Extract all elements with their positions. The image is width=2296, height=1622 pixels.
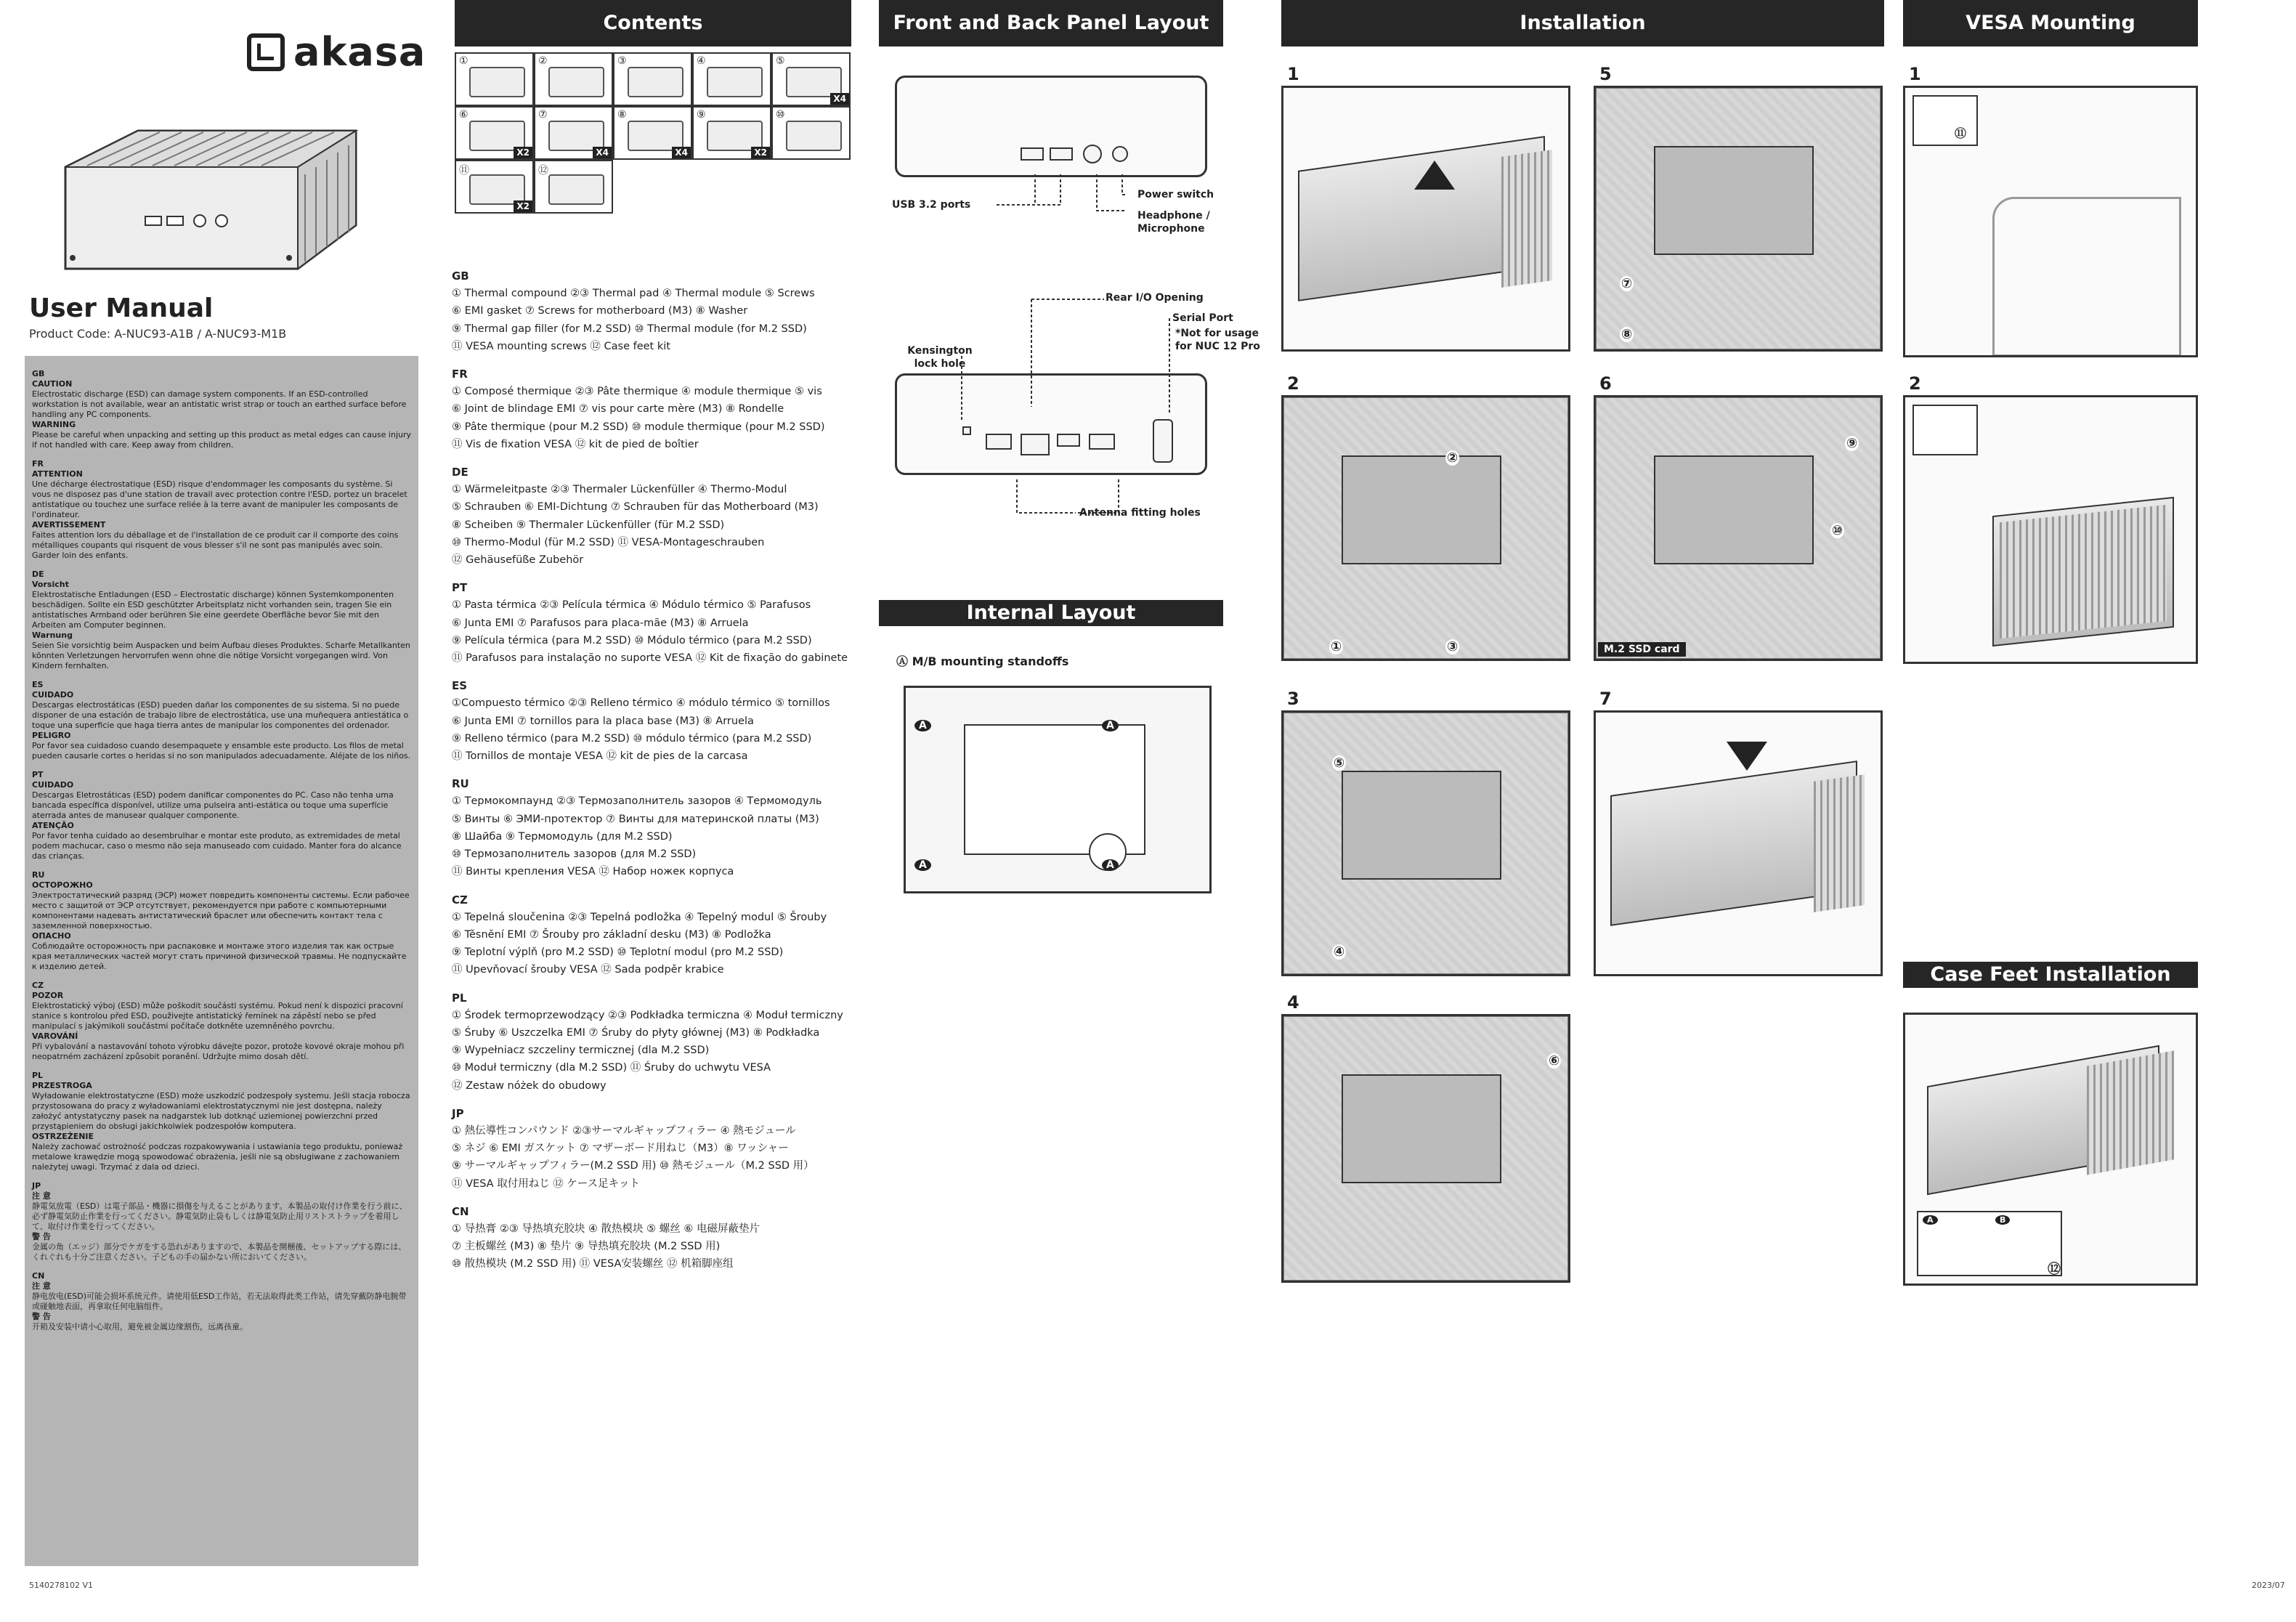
lang-block bbox=[452, 1105, 859, 1193]
lang-line: ⑧ Шайба ⑨ Термомодуль (для M.2 SSD) bbox=[452, 830, 673, 843]
audio-label: Headphone / Microphone bbox=[1137, 210, 1210, 235]
warning-h2: VAROVÁNÍ bbox=[32, 1031, 78, 1041]
lang-line: ① Composé thermique ②③ Pâte thermique ④ module thermique ⑤ vis bbox=[452, 386, 822, 398]
internal-header: Internal Layout bbox=[879, 600, 1223, 626]
warning-section bbox=[32, 680, 411, 761]
install-step-diagram bbox=[1281, 86, 1570, 352]
item-quantity: X2 bbox=[514, 147, 532, 158]
lang-code: PT bbox=[452, 581, 468, 595]
install-step-number: 1 bbox=[1287, 64, 1299, 84]
feet-kit-box bbox=[1917, 1211, 2062, 1276]
power-button bbox=[1112, 146, 1128, 162]
lang-line: ⑨ Wypełniacz szczeliny termicznej (dla M.2 SSD) bbox=[452, 1045, 710, 1057]
callout-c7: ⑦ bbox=[1621, 276, 1633, 291]
warning-lang: PL bbox=[32, 1071, 44, 1080]
lang-block bbox=[452, 579, 859, 667]
lang-line: ⑨ Teplotní výplň (pro M.2 SSD) ⑩ Teplotní modul (pro M.2 SSD) bbox=[452, 946, 784, 959]
install-step-number: 6 bbox=[1599, 373, 1612, 394]
lang-code: CZ bbox=[452, 893, 468, 907]
vesa-step-number: 2 bbox=[1909, 373, 1921, 394]
pc-case-icon bbox=[58, 123, 363, 276]
warning-h1: 注 意 bbox=[32, 1281, 51, 1291]
serial-note: *Not for usage for NUC 12 Pro bbox=[1175, 328, 1260, 352]
item-number: ⑤ bbox=[776, 55, 785, 67]
lang-line: ① Термокомпаунд ②③ Термозаполнитель зазоров ④ Термомодуль bbox=[452, 795, 822, 808]
item-number: ③ bbox=[617, 55, 627, 67]
install-step-diagram bbox=[1281, 395, 1570, 661]
lang-block bbox=[452, 463, 859, 569]
lang-code: FR bbox=[452, 368, 468, 381]
warning-h1: 注 意 bbox=[32, 1191, 51, 1201]
warning-lang: RU bbox=[32, 870, 45, 880]
lang-line: ⑪ VESA mounting screws ⑫ Case feet kit bbox=[452, 340, 670, 352]
contents-grid bbox=[455, 52, 851, 214]
audio-jack bbox=[1083, 145, 1102, 163]
item-number: ⑪ bbox=[459, 165, 469, 177]
warnings-panel bbox=[25, 356, 418, 1566]
install-step-number: 7 bbox=[1599, 689, 1612, 709]
callout-b: B bbox=[1995, 1215, 2010, 1225]
vesa-step-number: 1 bbox=[1909, 64, 1921, 84]
kensington-label: Kensington lock hole bbox=[907, 345, 973, 370]
part-icon bbox=[707, 67, 763, 97]
brand-logo bbox=[247, 29, 426, 75]
warning-t2: Faites attention lors du déballage et de l'installation de ce produit car il comporte des coins métalliques coupants qui risquent de vous blesser s'il ne sont pas manipulés avec soin. Garder loin des enfants. bbox=[32, 530, 399, 560]
case-feet-header: Case Feet Installation bbox=[1903, 962, 2198, 988]
warning-t1: 静电放电(ESD)可能会损坏系统元件。请使用低ESD工作站，若无法取得此类工作站，请先穿戴防静电腕带或碰触地表面，再拿取任何电脑组件。 bbox=[32, 1291, 407, 1311]
warning-t1: Electrostatic discharge (ESD) can damage system components. If an ESD-controlled workstation is not available, wear an antistatic wrist strap or touch an earthed surface before handling any PC components. bbox=[32, 389, 407, 419]
lang-block bbox=[452, 677, 859, 765]
item-number: ⑨ bbox=[697, 109, 706, 121]
component-module bbox=[1654, 455, 1814, 564]
lang-code: RU bbox=[452, 777, 469, 791]
callout-c8: ⑧ bbox=[1621, 327, 1633, 342]
warning-h1: CUIDADO bbox=[32, 780, 74, 790]
arrow-up-icon bbox=[1414, 161, 1455, 190]
warning-t1: Elektrostatický výboj (ESD) může poškodit součásti systému. Pokud není k dispozici pracovní stanice s kontrolou před ESD, použivejte antistatický řemínek na zápěstí nebo se před manipulací s jakýmikoli součástmi počítače dotkněte uzemněného povrchu. bbox=[32, 1001, 403, 1031]
callout-c2: ② bbox=[1447, 450, 1459, 466]
warning-t2: 开箱及安装中请小心取用，避免被金属边缘割伤，远离孩童。 bbox=[32, 1322, 248, 1331]
callout-c10: ⑩ bbox=[1832, 523, 1843, 538]
lang-line: ⑥ Junta EMI ⑦ Parafusos para placa-mãe (M3) ⑧ Arruela bbox=[452, 617, 749, 629]
usb-label: USB 3.2 ports bbox=[892, 199, 971, 211]
standoffs-legend: Ⓐ M/B mounting standoffs bbox=[896, 654, 1069, 668]
monitor-stand bbox=[1992, 197, 2181, 357]
item-number: ④ bbox=[697, 55, 706, 67]
warning-h2: ATENÇÃO bbox=[32, 821, 74, 830]
warning-t2: 金属の角（エッジ）部分でケガをする恐れがありますので、本製品を開梱後、セットアップする際には、くれぐれも十分ご注意ください。子どもの手の届かない所においてください。 bbox=[32, 1242, 407, 1262]
heatsink-fins bbox=[2087, 1050, 2174, 1175]
lang-line: ⑥ EMI gasket ⑦ Screws for motherboard (M3) ⑧ Washer bbox=[452, 305, 748, 317]
lang-block bbox=[452, 989, 859, 1095]
warning-h1: Vorsicht bbox=[32, 580, 69, 589]
install-step-diagram bbox=[1281, 1014, 1570, 1283]
warning-section bbox=[32, 459, 411, 561]
lang-block bbox=[452, 1203, 859, 1273]
contents-item bbox=[455, 106, 534, 160]
lang-line: ⑧ Scheiben ⑨ Thermaler Lückenfüller (für M.2 SSD) bbox=[452, 519, 725, 531]
warning-h1: PRZESTROGA bbox=[32, 1081, 92, 1090]
contents-header: Contents bbox=[455, 0, 851, 46]
lang-line: ⑨ Relleno térmico (para M.2 SSD) ⑩ módulo térmico (para M.2 SSD) bbox=[452, 732, 812, 745]
lang-line: ⑪ Upevňovací šrouby VESA ⑫ Sada podpěr krabice bbox=[452, 964, 724, 976]
lang-line: ① Wärmeleitpaste ②③ Thermaler Lückenfüller ④ Thermo-Modul bbox=[452, 484, 787, 496]
callout-c9: ⑨ bbox=[1846, 436, 1858, 451]
serial-label: Serial Port bbox=[1172, 312, 1233, 324]
part-icon bbox=[548, 174, 604, 205]
part-icon bbox=[469, 67, 525, 97]
lang-line: ⑫ Zestaw nóżek do obudowy bbox=[452, 1079, 607, 1092]
heatsink-fins bbox=[2000, 505, 2167, 638]
warning-section bbox=[32, 870, 411, 972]
callout-c6: ⑥ bbox=[1549, 1053, 1560, 1069]
lang-code: DE bbox=[452, 466, 468, 479]
warning-lang: CZ bbox=[32, 981, 44, 990]
screw-callout-box bbox=[1912, 405, 1978, 455]
item-number: ⑩ bbox=[776, 109, 785, 121]
lang-line: ⑩ Thermo-Modul (für M.2 SSD) ⑪ VESA-Montageschrauben bbox=[452, 536, 765, 548]
warning-lang: FR bbox=[32, 459, 44, 469]
installation-header: Installation bbox=[1281, 0, 1884, 46]
item-quantity: X4 bbox=[672, 147, 691, 158]
lang-line: ① Thermal compound ②③ Thermal pad ④ Thermal module ⑤ Screws bbox=[452, 288, 815, 300]
component-module bbox=[1342, 455, 1501, 564]
screw-callout-box bbox=[1912, 95, 1978, 146]
contents-item bbox=[455, 52, 534, 106]
warning-t2: Należy zachować ostrożność podczas rozpakowywania i ustawiania tego produktu, ponieważ metalowe krawędzie mogą spowodować obrażenia, jeśli nie są obsługiwane z zachowaniem należytej uwagi. Trzymać z dala od dzieci. bbox=[32, 1142, 403, 1172]
lang-line: ①Compuesto térmico ②③ Relleno térmico ④ módulo térmico ⑤ tornillos bbox=[452, 697, 830, 710]
antenna-label: Antenna fitting holes bbox=[1079, 507, 1201, 519]
warning-lang: GB bbox=[32, 369, 45, 378]
lang-line: ⑩ Термозаполнитель зазоров (для M.2 SSD) bbox=[452, 848, 697, 861]
lang-line: ⑪ Винты крепления VESA ⑫ Набор ножек корпуса bbox=[452, 866, 734, 878]
warning-t1: Wyładowanie elektrostatyczne (ESD) może uszkodzić podzespoły systemu. Jeśli stacja robocza przystosowana do pracy z wyładowaniami elektrostatycznymi nie jest dostępna, należy założyć antystatyczny pasek na nadgarstek lub dotknąć uziemionej powierzchni przed przystąpieniem do obsługi jakichkolwiek podzespołów komputera. bbox=[32, 1091, 410, 1131]
lang-line: ⑤ Schrauben ⑥ EMI-Dichtung ⑦ Schrauben für das Motherboard (M3) bbox=[452, 501, 819, 514]
lang-line: ⑫ Gehäusefüße Zubehör bbox=[452, 554, 584, 567]
warning-section bbox=[32, 1271, 411, 1332]
item-number: ⑥ bbox=[459, 109, 468, 121]
warning-t2: Při vybalování a nastavování tohoto výrobku dávejte pozor, protože kovové okraje mohou při neopatrném zacházení způsobit poranění. Udržujte mimo dosah dětí. bbox=[32, 1042, 405, 1061]
part-icon bbox=[548, 67, 604, 97]
warning-h2: 警 告 bbox=[32, 1312, 51, 1321]
callout-c1: ① bbox=[1331, 639, 1342, 654]
lang-block bbox=[452, 267, 859, 355]
component-module bbox=[1342, 1074, 1501, 1183]
case-feet-diagram bbox=[1903, 1013, 2198, 1286]
warning-h1: CUIDADO bbox=[32, 690, 74, 700]
item-quantity: X2 bbox=[514, 200, 532, 212]
contents-item bbox=[692, 52, 771, 106]
lang-line: ① 熱伝導性コンパウンド ②③サーマルギャップフィラー ④ 熱モジュール bbox=[452, 1124, 796, 1137]
warning-lang: ES bbox=[32, 680, 44, 689]
warning-section bbox=[32, 569, 411, 671]
item-quantity: X4 bbox=[593, 147, 612, 158]
lang-code: ES bbox=[452, 679, 468, 693]
front-panel-diagram bbox=[895, 76, 1207, 177]
lang-line: ⑪ Parafusos para instalação no suporte VESA ⑫ Kit de fixação do gabinete bbox=[452, 652, 848, 665]
install-step-number: 2 bbox=[1287, 373, 1299, 394]
product-illustration bbox=[58, 123, 363, 276]
part-icon bbox=[786, 121, 842, 151]
lang-line: ⑪ Vis de fixation VESA ⑫ kit de pied de boîtier bbox=[452, 438, 699, 450]
akasa-logo-icon bbox=[247, 33, 285, 71]
install-step-diagram bbox=[1281, 710, 1570, 976]
callout-a: A bbox=[1923, 1215, 1938, 1225]
lang-block bbox=[452, 775, 859, 880]
callout-12: ⑫ bbox=[2048, 1262, 2061, 1277]
item-number: ⑧ bbox=[617, 109, 627, 121]
warning-t1: Elektrostatische Entladungen (ESD – Electrostatic discharge) können Systemkomponenten beschädigen. Sollte ein ESD geschützter Arbeitsplatz nicht vorhanden sein, tragen Sie ein antistatisches Armband oder berühren Sie eine geerdete Oberfläche bevor Sie mit den Arbeiten am Computer beginnen. bbox=[32, 590, 394, 630]
lang-line: ① Tepelná sloučenina ②③ Tepelná podložka ④ Tepelný modul ⑤ Šrouby bbox=[452, 911, 827, 923]
lang-code: PL bbox=[452, 991, 467, 1005]
lang-line: ⑨ Pâte thermique (pour M.2 SSD) ⑩ module thermique (pour M.2 SSD) bbox=[452, 421, 825, 433]
vesa-step-diagram bbox=[1903, 395, 2198, 664]
contents-item bbox=[534, 106, 613, 160]
warning-lang: CN bbox=[32, 1271, 45, 1281]
warning-h2: 警 告 bbox=[32, 1232, 51, 1241]
back-leader-lines bbox=[886, 298, 1249, 516]
item-quantity: X2 bbox=[751, 147, 770, 158]
contents-item bbox=[613, 106, 692, 160]
usb-port bbox=[1050, 147, 1073, 161]
power-label: Power switch bbox=[1137, 189, 1214, 200]
warning-lang: PT bbox=[32, 770, 44, 779]
arrow-down-icon bbox=[1727, 742, 1767, 771]
warning-lang: DE bbox=[32, 569, 44, 579]
manual-title: User Manual bbox=[29, 293, 214, 323]
lang-line: ⑦ 主板螺丝 (M3) ⑧ 垫片 ⑨ 导热填充胶块 (M.2 SSD 用) bbox=[452, 1241, 721, 1253]
part-icon bbox=[628, 67, 683, 97]
warning-t1: Descargas Eletrostáticas (ESD) podem danificar componentes do PC. Caso não tenha uma bancada específica disponível, utilize uma pulseira anti-estática ou toque uma superfície aterrada antes de manusear qualquer componente. bbox=[32, 790, 394, 820]
item-number: ⑫ bbox=[538, 165, 548, 177]
product-code: Product Code: A-NUC93-A1B / A-NUC93-M1B bbox=[29, 327, 287, 341]
lang-line: ⑤ ネジ ⑥ EMI ガスケット ⑦ マザーボード用ねじ（M3）⑧ ワッシャー bbox=[452, 1143, 789, 1155]
footer-left: 5140278102 V1 bbox=[29, 1581, 94, 1590]
lang-line: ⑩ Moduł termiczny (dla M.2 SSD) ⑪ Śruby do uchwytu VESA bbox=[452, 1062, 771, 1074]
warning-h1: CAUTION bbox=[32, 379, 73, 389]
lang-line: ① Środek termoprzewodzący ②③ Podkładka termiczna ④ Moduł termiczny bbox=[452, 1009, 843, 1021]
item-quantity: X4 bbox=[830, 93, 849, 105]
lang-line: ⑥ Těsnění EMI ⑦ Šrouby pro základní desku (M3) ⑧ Podložka bbox=[452, 928, 771, 941]
install-step-number: 3 bbox=[1287, 689, 1299, 709]
warning-t2: Seien Sie vorsichtig beim Auspacken und beim Aufbau dieses Produktes. Scharfe Metallkanten könnten Verletzungen hervorrufen wenn ohne die nötige Vorsicht vorgegangen wird. Von Kindern fernhalten. bbox=[32, 641, 410, 670]
contents-item bbox=[771, 52, 851, 106]
warning-h2: OSTRZEŻENIE bbox=[32, 1132, 94, 1141]
parts-list bbox=[452, 267, 859, 1284]
mb-area bbox=[964, 724, 1145, 855]
lang-line: ⑨ サーマルギャップフィラー(M.2 SSD 用) ⑩ 熱モジュール（M.2 SSD 用） bbox=[452, 1160, 814, 1172]
front-back-header: Front and Back Panel Layout bbox=[879, 0, 1223, 46]
warning-t2: Por favor tenha cuidado ao desembrulhar e montar este produto, as extremidades de metal podem machucar, caso o mesmo não seja manuseado com cuidado. Manter fora do alcance das crianças. bbox=[32, 831, 402, 861]
warning-t1: 静電気放電（ESD）は電子部品・機器に損傷を与えることがあります。本製品の取付け作業を行う前に、必ず静電気防止作業を行ってください。静電気防止袋もしくは静電気防止用リストストラップを着用して、取付け作業を行ってください。 bbox=[32, 1201, 407, 1231]
callout-c4: ④ bbox=[1334, 944, 1345, 960]
lang-line: ⑨ Película térmica (para M.2 SSD) ⑩ Módulo térmico (para M.2 SSD) bbox=[452, 634, 812, 646]
warning-section bbox=[32, 770, 411, 861]
standoff-a: A bbox=[1102, 859, 1119, 871]
heatsink-fins bbox=[1814, 774, 1865, 912]
heatsink-fins bbox=[1501, 150, 1552, 288]
lang-code: GB bbox=[452, 269, 469, 283]
contents-item bbox=[613, 52, 692, 106]
warning-t1: Une décharge électrostatique (ESD) risque d'endommager les composants du système. Si vous ne disposez pas d'une station de travail avec protection contre l'ESD, portez un bracelet antistatique ou touchez une surface reliée à la terre avant de manipuler les composants de l'ordinateur. bbox=[32, 479, 407, 519]
warning-t2: Соблюдайте осторожность при распаковке и монтаже этого изделия так как острые края металлических частей могут стать причиной физической травмы. Не подпускайте к изделию детей. bbox=[32, 941, 407, 971]
lang-line: ⑪ Tornillos de montaje VESA ⑫ kit de pies de la carcasa bbox=[452, 750, 748, 763]
component-module bbox=[1654, 146, 1814, 255]
warning-h2: PELIGRO bbox=[32, 731, 71, 740]
vesa-step-diagram bbox=[1903, 86, 2198, 357]
contents-item bbox=[534, 52, 613, 106]
lang-block bbox=[452, 891, 859, 979]
footer-right: 2023/07 bbox=[2252, 1581, 2285, 1590]
standoff-a: A bbox=[914, 859, 931, 871]
callout-c3: ③ bbox=[1447, 639, 1459, 654]
lang-line: ① 导热膏 ②③ 导热填充胶块 ④ 散热模块 ⑤ 螺丝 ⑥ 电磁屏蔽垫片 bbox=[452, 1222, 760, 1235]
warning-t1: Descargas electrostáticas (ESD) pueden dañar los componentes de su sistema. Si no puede disponer de una estación de trabajo libre de electrostática, use una muñequera antiestática o toque una superficie que haga tierra antes de manipular los componentes del ordenador. bbox=[32, 700, 409, 730]
lang-line: ⑥ Junta EMI ⑦ tornillos para la placa base (M3) ⑧ Arruela bbox=[452, 715, 754, 727]
warning-section bbox=[32, 1181, 411, 1262]
brand-name: akasa bbox=[293, 29, 426, 75]
warning-h1: ATTENTION bbox=[32, 469, 83, 479]
install-step-diagram bbox=[1594, 710, 1883, 976]
warning-t2: Por favor sea cuidadoso cuando desempaquete y ensamble este producto. Los filos de metal pueden causarle cortes o heridas si no son manipulados adecuadamente. Aléjate de los niños. bbox=[32, 741, 411, 761]
contents-item bbox=[455, 160, 534, 214]
callout-11: ⑪ bbox=[1955, 126, 1967, 140]
install-step-number: 5 bbox=[1599, 64, 1612, 84]
item-number: ① bbox=[459, 55, 468, 67]
warning-t2: Please be careful when unpacking and setting up this product as metal edges can cause injury if not handled with care. Keep away from children. bbox=[32, 430, 412, 450]
lang-line: ① Pasta térmica ②③ Película térmica ④ Módulo térmico ⑤ Parafusos bbox=[452, 599, 811, 612]
standoff-a: A bbox=[1102, 720, 1119, 731]
lang-line: ⑨ Thermal gap filler (for M.2 SSD) ⑩ Thermal module (for M.2 SSD) bbox=[452, 323, 807, 335]
install-step-diagram bbox=[1594, 86, 1883, 352]
warning-lang: JP bbox=[32, 1181, 41, 1191]
contents-item bbox=[534, 160, 613, 214]
warning-h2: ОПАСНО bbox=[32, 931, 71, 941]
install-step-number: 4 bbox=[1287, 992, 1299, 1013]
warning-h2: AVERTISSEMENT bbox=[32, 520, 106, 530]
lang-code: CN bbox=[452, 1204, 469, 1218]
warning-h1: POZOR bbox=[32, 991, 64, 1000]
warning-section bbox=[32, 981, 411, 1062]
warning-t1: Электростатический разряд (ЭСР) может повредить компоненты системы. Если рабочее место с защитой от ЭСР отсутствует, рекомендуется при работе с компьютерными компонентами надевать антистатический браслет или обеспечить контакт тела с заземленной поверхностью. bbox=[32, 891, 410, 930]
warning-h1: ОСТОРОЖНО bbox=[32, 880, 93, 890]
usb-port bbox=[1021, 147, 1044, 161]
item-number: ② bbox=[538, 55, 548, 67]
lang-code: JP bbox=[452, 1106, 464, 1120]
lang-line: ⑥ Joint de blindage EMI ⑦ vis pour carte mère (M3) ⑧ Rondelle bbox=[452, 403, 784, 415]
item-number: ⑦ bbox=[538, 109, 548, 121]
warning-h2: Warnung bbox=[32, 630, 73, 640]
lang-block bbox=[452, 365, 859, 453]
lang-line: ⑤ Винты ⑥ ЭМИ-протектор ⑦ Винты для материнской платы (M3) bbox=[452, 813, 819, 825]
warning-section bbox=[32, 1071, 411, 1172]
internal-layout-diagram bbox=[904, 686, 1212, 893]
component-module bbox=[1342, 771, 1501, 880]
contents-item bbox=[771, 106, 851, 160]
lang-line: ⑤ Śruby ⑥ Uszczelka EMI ⑦ Śruby do płyty głównej (M3) ⑧ Podkładka bbox=[452, 1026, 820, 1039]
m2-ssd-label: M.2 SSD card bbox=[1598, 642, 1686, 657]
callout-c5: ⑤ bbox=[1334, 755, 1345, 771]
contents-item bbox=[692, 106, 771, 160]
rear-io-label: Rear I/O Opening bbox=[1106, 292, 1204, 304]
vesa-header: VESA Mounting Instructions bbox=[1903, 0, 2198, 46]
warning-h2: WARNING bbox=[32, 420, 76, 429]
standoff-a: A bbox=[914, 720, 931, 731]
lang-line: ⑩ 散热模块 (M.2 SSD 用) ⑪ VESA安装螺丝 ⑫ 机箱脚座组 bbox=[452, 1258, 734, 1270]
lang-line: ⑪ VESA 取付用ねじ ⑫ ケース足キット bbox=[452, 1177, 640, 1190]
warning-section bbox=[32, 369, 411, 450]
